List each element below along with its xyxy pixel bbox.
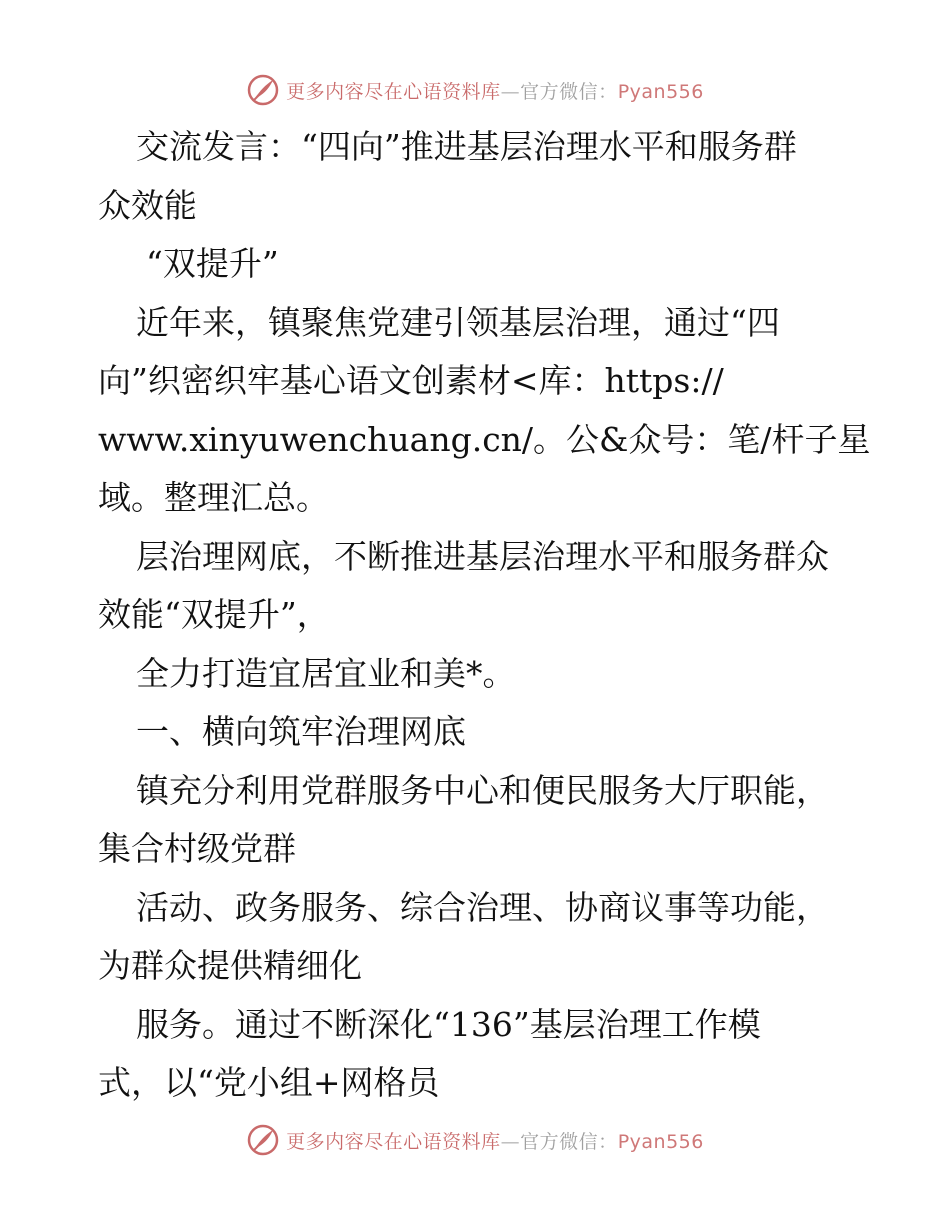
paragraph-line: 向”织密织牢基心语文创素材<库：https:// <box>98 361 724 400</box>
watermark-handle: Pyan556 <box>617 1130 704 1153</box>
watermark-separator: — <box>500 1130 521 1153</box>
watermark-handle: Pyan556 <box>617 80 704 103</box>
watermark-text <box>286 1127 704 1154</box>
paragraph-line: 近年来，镇聚焦党建引领基层治理，通过“四 <box>136 302 780 342</box>
paragraph-line: www.xinyuwenchuang.cn/。公&众号：笔/杆子星 <box>98 419 871 459</box>
paragraph-line: 集合村级党群 <box>98 829 296 868</box>
document-title-line-2: 众效能 <box>98 185 197 225</box>
feather-quill-icon <box>246 73 280 107</box>
paragraph-line: 全力打造宜居宜业和美*。 <box>136 653 516 693</box>
watermark-slogan: 更多内容尽在心语资料库 <box>286 80 501 103</box>
watermark-group <box>246 1123 704 1157</box>
watermark-slogan: 更多内容尽在心语资料库 <box>286 1130 501 1153</box>
watermark-wechat-label: 官方微信： <box>520 1130 618 1153</box>
document-body <box>98 118 871 1113</box>
paragraph-line: 服务。通过不断深化“136”基层治理工作模 <box>136 1004 761 1044</box>
paragraph-line: 活动、政务服务、综合治理、协商议事等功能， <box>136 887 829 927</box>
paragraph-line: 为群众提供精细化 <box>98 946 362 985</box>
header-watermark <box>0 70 950 110</box>
feather-quill-icon <box>246 1123 280 1157</box>
paragraph-line: 式，以“党小组+网格员 <box>98 1063 440 1102</box>
footer-watermark <box>0 1120 950 1160</box>
watermark-text <box>286 77 704 104</box>
section-heading: 一、横向筑牢治理网底 <box>136 712 466 751</box>
paragraph-line: 效能“双提升”， <box>98 595 330 634</box>
watermark-group <box>246 73 704 107</box>
paragraph-line: 域。整理汇总。 <box>98 478 329 517</box>
paragraph-line: 层治理网底，不断推进基层治理水平和服务群众 <box>136 536 829 576</box>
document-title-line-1: 交流发言：“四向”推进基层治理水平和服务群 <box>136 127 797 166</box>
paragraph-line: 镇充分利用党群服务中心和便民服务大厅职能， <box>136 770 829 810</box>
watermark-wechat-label: 官方微信： <box>520 80 618 103</box>
watermark-separator: — <box>500 80 521 103</box>
document-subtitle: “双提升” <box>146 244 279 283</box>
